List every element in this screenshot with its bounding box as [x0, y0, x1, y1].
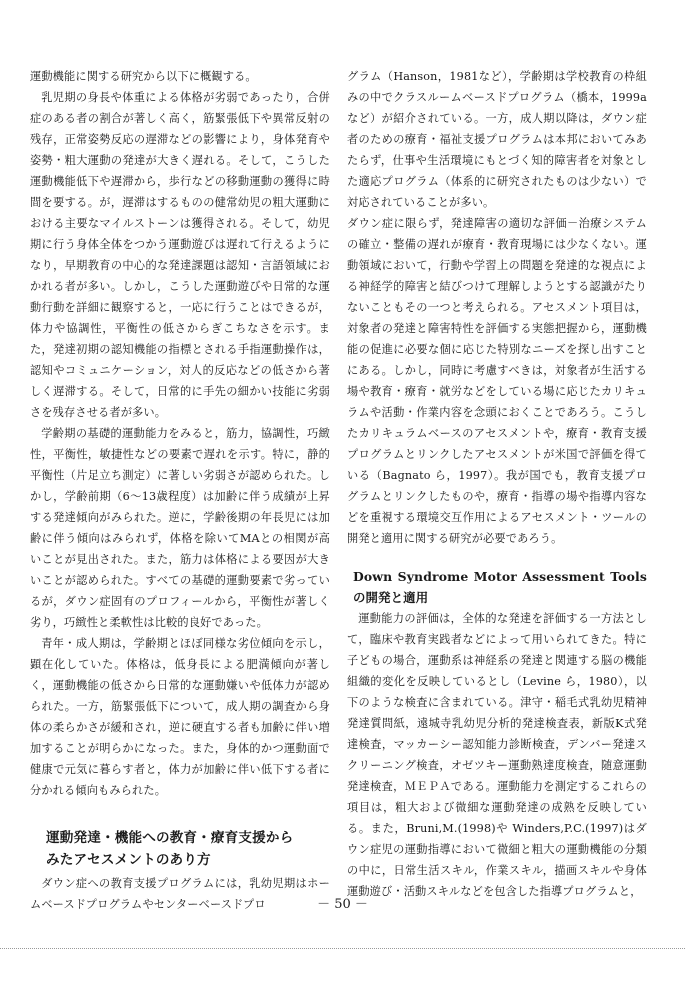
- paragraph: ダウン症に限らず，発達障害の適切な評価－治療システムの確立・整備の遅れが療育・教育現場には少なくない。運動領域において，行動や学習上の問題を発達的な視点による神経学的障害と結びつけて理解しようとする認識がたりないこともその一つと考えられる。アセスメント項目は，対象者の発達と障害特性を評価する実態把握から，運動機能の促進に必要な個に応じた特別なニーズを探し出すことにある。しかし，同時に考慮すべきは，対象者が生活する場や教育・療育・就労などをしている場に応じたカリキュラムや活動・作業内容を念頭におくことであろう。こうしたカリキュラムベースのアセスメントや，療育・教育支援プログラムとリンクしたアセスメントが米国で評価を得ている（Bagnato ら，1997）。我が国でも，教育支援プログラムとリンクしたものや，療育・指導の場や指導内容などを重視する環境交互作用によるアセスメント・ツールの開発と適用に関する研究が必要であろう。: [347, 217, 647, 545]
- page-number: － 50 －: [317, 897, 368, 912]
- section-heading: Down Syndrome Motor Assessment Tools の開発と適用: [353, 569, 647, 605]
- section-heading: 運動発達・機能への教育・療育支援から みたアセスメントのあり方: [46, 830, 294, 868]
- right-column: [347, 66, 647, 902]
- paragraph: 乳児期の身長や体重による体格が劣弱であったり，合併症のある者の割合が著しく高く，筋緊張低下や異常反射の残存，正常姿勢反応の遅滞などの影響により，身体発育や姿勢・粗大運動の発達が大きく遅れる。そして，こうした運動機能低下や遅滞から，歩行などの移動運動の獲得に時間を要する。が，遅滞はするものの健常幼児の粗大運動における主要なマイルストーンは獲得される。そして，幼児期に行う身体全体をつかう運動遊びは遅れて行えるようになり，早期教育の中心的な発達課題は認知・言語領域におかれる者が多い。しかし，こうした運動遊びや日常的な運動行動を詳細に観察すると，一応に行うことはできるが，体力や協調性，平衡性の低さからぎこちなさを示す。また，発達初期の認知機能の指標とされる手指運動操作は，認知やコミュニケーション，対人的反応などの低さから著しく遅滞する。そして，日常的に手先の細かい技能に劣弱さを残存させる者が多い。: [30, 91, 330, 419]
- paragraph: 青年・成人期は，学齢期とほぼ同様な劣位傾向を示し，顕在化していた。体格は，低身長による肥満傾向が著しく，運動機能の低さから日常的な運動嫌いや低体力が認められた。一方，筋緊張低下について，成人期の調査から身体の柔らかさが緩和され，逆に硬直する者も加齢に伴い増加することが明らかになった。また，身体的かつ運動面で健康で元気に暮らす者と，体力が加齢に伴い低下する者に分かれる傾向もみられた。: [30, 637, 330, 797]
- paragraph: 運動能力の評価は，全体的な発達を評価する一方法として，臨床や教育実践者などによって用いられてきた。特に子どもの場合，運動系は神経系の発達と関連する脳の機能組織的変化を反映しているとし（Levine ら，1980），以下のような検査に含まれている。津守・稲毛式乳幼児精神発達質問紙，遠城寺乳幼児分析的発達検査表，新版K式発達検査，マッカーシー認知能力診断検査，デンバー発達スクリーニング検査，オゼツキー運動熟達度検査，随意運動発達検査，ＭＥＰＡである。運動能力を測定するこれらの項目は，粗大および微細な運動発達の成熟を反映している。また，Bruni,M.(1998)や Winders,P.C.(1997)はダウン症児の運動指導において微細と粗大の運動機能の分類の中に，日常生活スキル，作業スキル，描画スキルや身体運動遊び・活動スキルなどを包含した指導プログラムと，: [347, 612, 647, 898]
- paragraph: グラム（Hanson，1981など），学齢期は学校教育の枠組みの中でクラスルームベースドプログラム（橋本，1999aなど）が紹介されている。一方，成人期以降は，ダウン症者のための療育・福祉支援プログラムは本邦においてみあたらず，仕事や生活環境にもとづく知的障害者を対象とした適応プログラム（体系的に研究されたものは少ない）で対応されていることが多い。: [347, 70, 647, 209]
- paragraph: 運動機能に関する研究から以下に概観する。: [30, 70, 257, 83]
- footer-divider: [0, 948, 685, 949]
- paragraph: 学齢期の基礎的運動能力をみると，筋力，協調性，巧緻性，平衡性，敏捷性などの要素で遅れを示す。特に，静的平衡性（片足立ち測定）に著しい劣弱さが認められた。しかし，学齢前期（6～13歳程度）は加齢に伴う成績が上昇する発達傾向がみられた。逆に，学齢後期の年長児には加齢に伴う傾向はみられず，体格を除いてMAとの相関が高いことが見出された。また，筋力は体格による要因が大きいことが認められた。すべての基礎的運動要素で劣っているが，ダウン症固有のプロフィールから，平衡性が著しく劣り，巧緻性と柔軟性は比較的良好であった。: [30, 427, 330, 629]
- left-column: [30, 66, 330, 915]
- paragraph: ダウン症への教育支援プログラムには，乳幼児期はホームベースドプログラムやセンターベースドプロ: [30, 877, 330, 911]
